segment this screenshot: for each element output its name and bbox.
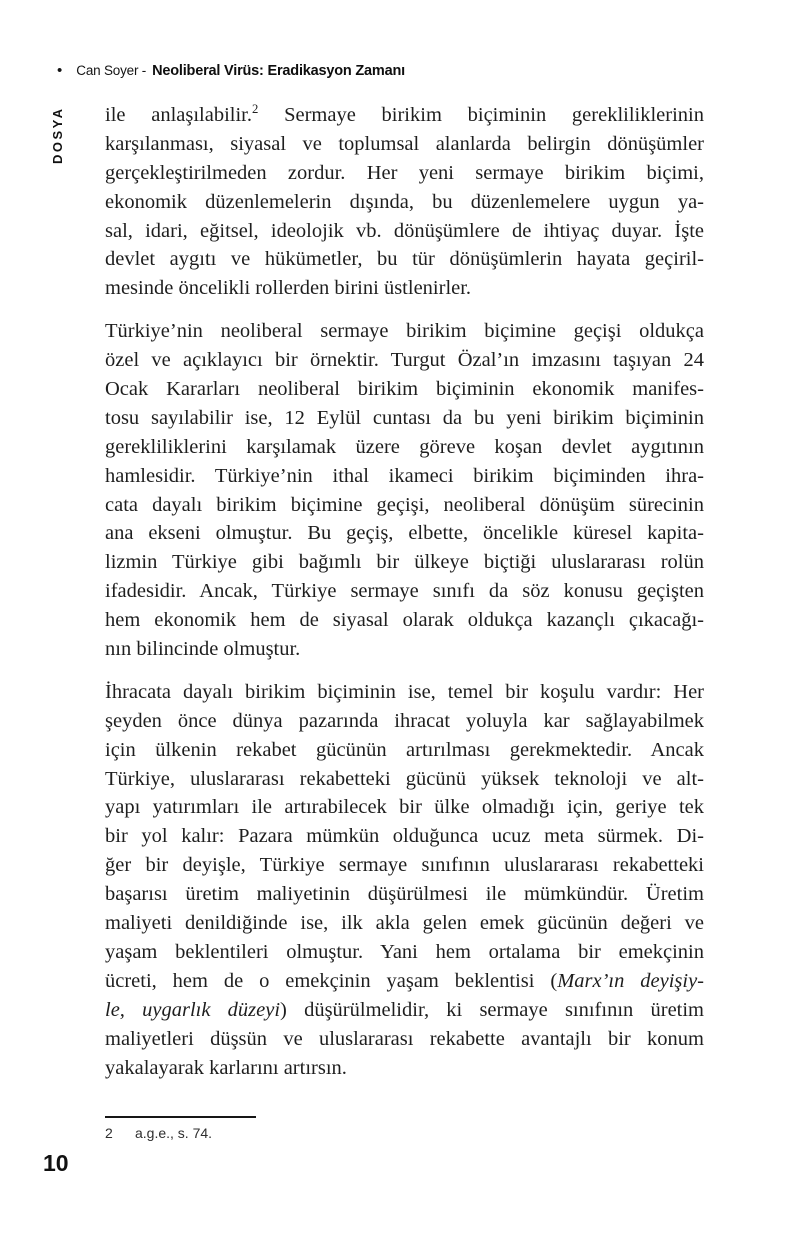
text-line: ifadesidir. Ancak, Türkiye sermaye sınıfı da söz konusu geçişten bbox=[105, 580, 704, 603]
footnote-line bbox=[105, 1125, 704, 1141]
page-number: 10 bbox=[43, 1150, 69, 1176]
text-line: özel ve açıklayıcı bir örnektir. Turgut Özal’ın imzasını taşıyan 24 bbox=[105, 349, 704, 372]
paragraph bbox=[105, 101, 704, 303]
text-line: sal, idari, eğitsel, ideolojik vb. dönüşümlere de ihtiyaç duyar. İşte bbox=[105, 219, 704, 242]
text-line: ğer bir deyişle, Türkiye sermaye sınıfının uluslararası rekabetteki bbox=[105, 854, 704, 877]
header-author: Can Soyer - bbox=[76, 63, 147, 78]
text-line: gerekliliklerini karşılamak üzere göreve koşan devlet aygıtının bbox=[105, 435, 704, 458]
text-line: Ocak Kararları neoliberal birikim biçiminin ekonomik manifes- bbox=[105, 378, 704, 401]
footnote-marker: 2 bbox=[105, 1125, 113, 1141]
body-text bbox=[105, 101, 704, 1096]
text-line: başarısı üretim maliyetinin düşürülmesi ile mümkündür. Üretim bbox=[105, 883, 704, 906]
text-line: gerçekleştirilmeden zordur. Her yeni sermaye birikim biçimi, bbox=[105, 161, 704, 184]
text-line: mesinde öncelikli rollerden birini üstlenirler. bbox=[105, 277, 472, 300]
text-line: ana ekseni olmuştur. Bu geçiş, elbette, öncelikle küresel kapita- bbox=[105, 522, 704, 545]
text-line: şeyden önce dünya pazarında ihracat yoluyla kar sağlayabilmek bbox=[105, 709, 704, 732]
text-line: nın bilincinde olmuştur. bbox=[105, 638, 301, 661]
text-line: İhracata dayalı birikim biçiminin ise, temel bir koşulu vardır: Her bbox=[105, 680, 704, 703]
text-line: maliyetleri düşsün ve uluslararası rekabette avantajlı bir konum bbox=[105, 1027, 704, 1050]
text-line: yakalayarak karlarını artırsın. bbox=[105, 1056, 347, 1079]
text-line: bir yol kalır: Pazara mümkün olduğunca ucuz meta sürmek. Di- bbox=[105, 825, 704, 848]
text-line: ile anlaşılabilir.$^2$ Sermaye birikim biçiminin gerekliliklerinin bbox=[105, 102, 704, 126]
footnote bbox=[105, 1116, 704, 1141]
sidebar-section-label: DOSYA bbox=[50, 106, 65, 164]
text-line: ekonomik düzenlemelerin dışında, bu düzenlemelere uygun ya- bbox=[105, 190, 704, 213]
paragraph bbox=[105, 678, 704, 1082]
text-line: le, uygarlık düzeyi) düşürülmelidir, ki sermaye sınıfının üretim bbox=[105, 998, 704, 1021]
bullet-icon: • bbox=[57, 62, 63, 79]
text-line: karşılanması, siyasal ve toplumsal alanlarda belirgin dönüşümler bbox=[105, 132, 704, 155]
paragraph bbox=[105, 317, 704, 664]
header-book-title: Neoliberal Virüs: Eradikasyon Zamanı bbox=[152, 63, 405, 79]
text-line: lizmin Türkiye gibi bağımlı bir ülkeye biçtiği uluslararası rolün bbox=[105, 551, 704, 574]
footnote-reference: 2 bbox=[252, 102, 259, 117]
footnote-text: a.g.e., s. 74. bbox=[135, 1125, 213, 1141]
text-line: Türkiye, uluslararası rekabetteki gücünü yüksek teknoloji ve alt- bbox=[105, 767, 704, 790]
text-line: tosu sayılabilir ise, 12 Eylül cuntası da bu yeni birikim biçiminin bbox=[105, 406, 704, 429]
text-line: ücreti, hem de o emekçinin yaşam beklentisi (Marx’ın deyişiy- bbox=[105, 969, 704, 992]
text-line: cata dayalı birikim biçimine geçişi, neoliberal dönüşüm sürecinin bbox=[105, 493, 704, 516]
text-line: için ülkenin rekabet gücünün artırılması gerekmektedir. Ancak bbox=[105, 738, 704, 761]
text-line: Türkiye’nin neoliberal sermaye birikim biçimine geçişi oldukça bbox=[105, 320, 704, 343]
text-line: devlet aygıtı ve hükümetler, bu tür dönüşümlerin hayata geçiril- bbox=[105, 248, 704, 271]
text-line: hem ekonomik hem de siyasal olarak oldukça kazançlı çıkacağı- bbox=[105, 609, 704, 632]
text-line: yaşam beklentileri olmuştur. Yani hem ortalama bir emekçinin bbox=[105, 940, 704, 963]
running-header bbox=[57, 62, 405, 79]
text-line: maliyeti denildiğinde ise, ilk akla gelen emek gücünün değeri ve bbox=[105, 912, 704, 935]
footnote-rule bbox=[105, 1116, 256, 1118]
text-line: yapı yatırımları ile artırabilecek bir ülke olmadığı için, geriye tek bbox=[105, 796, 704, 819]
text-line: hamlesidir. Türkiye’nin ithal ikameci birikim biçiminden ihra- bbox=[105, 464, 704, 487]
